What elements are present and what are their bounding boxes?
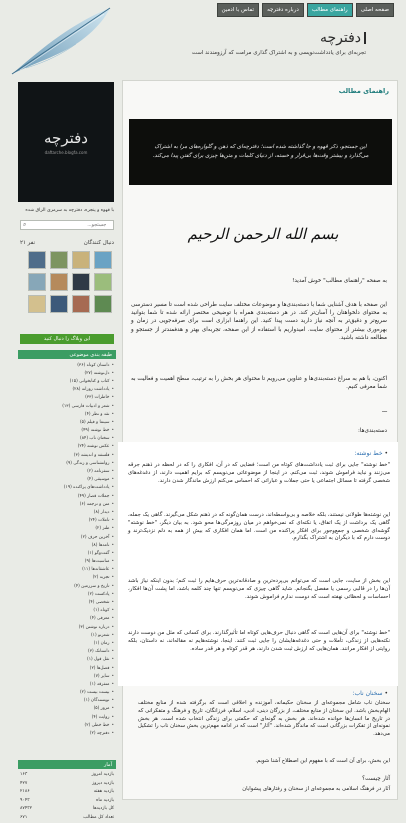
banner-image (129, 119, 392, 185)
category-link[interactable]: • سخنان ناب (۸۴) (20, 435, 114, 443)
stat-value: ۱۶۳ (20, 772, 27, 781)
tab-contact[interactable]: تماس با ادمین (217, 3, 260, 17)
category-link[interactable]: • نامه‌ها (۸) (20, 541, 114, 549)
avatar[interactable] (50, 273, 68, 291)
category-link[interactable]: • داستانک (۳) (20, 648, 114, 656)
section2-paragraph: این بخش، برای آن است که با مفهوم این اصطلاح آشنا شویم. (138, 758, 390, 766)
category-link[interactable]: • مرور (۵) (20, 705, 114, 713)
category-link[interactable]: • روانشناسی و زندگی (۹) (20, 459, 114, 467)
stats-header: آمار (18, 760, 116, 769)
category-link[interactable]: • طنز (۲) (20, 525, 114, 533)
category-link[interactable]: • فلسفه و اندیشه (۳) (20, 451, 114, 459)
bullet-icon: • (383, 450, 388, 457)
stat-value: ۸۷۴۳۲ (20, 806, 32, 815)
sidebar-intro: با قهوه و پنجره، دفترچه به سرمزی الزاق شده (20, 208, 114, 213)
bismillah-calligraphy: بسم الله الرحمن الرحیم (183, 209, 343, 259)
category-link[interactable]: • داستان کوتاه (۳۶) (20, 361, 114, 369)
page-title[interactable]: راهنمای مطالب (339, 87, 389, 95)
feather-logo-icon (6, 4, 116, 76)
category-link[interactable]: • تجربه (۲) (20, 574, 114, 582)
category-link[interactable]: • کتاب و کتابخوانی (۱۵) (20, 377, 114, 385)
section1-paragraph: "خط نوشته" برای آن‌هایی است که گاهی دنبال حرف‌هایی کوتاه اما تأثیرگذارند. برای کسانی که مثل من دوست دارند نکته‌هایی از زندگی، تأملات و حتی دغدغه‌هایشان را جایی ثبت کنند. اینجا، نوشته‌هایم نه مقاله‌اند، نه داستان، بلکه روایتی از افکار مرا‌نند. همان‌هایی که ارزش ثبت شدن دارند، هر قدر کوتاه و هر قدر ساده. (128, 630, 390, 653)
category-link[interactable]: • خط نوشته (۴۹) (20, 427, 114, 435)
category-link[interactable]: • آخرین حرف (۲) (20, 533, 114, 541)
category-link[interactable]: • شعرنو (۱) (20, 631, 114, 639)
followers-header (20, 238, 114, 248)
followers-label: دنبال کنندگان (84, 240, 114, 246)
tab-guide[interactable]: راهنمای مطالب (307, 3, 353, 17)
category-link[interactable]: • نقل قول (۱) (20, 656, 114, 664)
avatar[interactable] (28, 273, 46, 291)
banner-text: این جستجو، ذکر قهوه و جا گذاشته شده است؛ دفترچه‌ای که ذهن و گلواره‌های مرا به اشتراک می‌گذارد و بیشتر وقت‌ها بی‌قرار و خسته، از دنیای کلمات و متن‌ها چیزی برای گفتن پیدا می‌کند. (146, 143, 376, 161)
category-link[interactable]: • دفترچه (۲) (20, 729, 114, 737)
category-link[interactable]: • روایت (۴) (20, 713, 114, 721)
followers-grid (22, 251, 112, 313)
avatar[interactable] (28, 295, 46, 313)
category-link[interactable]: • نقد و نظر (۴) (20, 410, 114, 418)
category-link[interactable]: • تاملات (۲۴) (20, 517, 114, 525)
search-box[interactable] (20, 220, 114, 230)
category-link[interactable]: • متفرقه (۱) (20, 680, 114, 688)
category-link[interactable]: • دل‌نوشته (۲۷) (20, 369, 114, 377)
category-link[interactable]: • رمان (۱) (20, 639, 114, 647)
stat-label: بازدید ماه (96, 798, 114, 807)
avatar[interactable] (94, 295, 112, 313)
site-tagline: تجربه‌ای برای یادداشت‌نویسی و به اشتراک گذاری مرامت که آرزومندند است (192, 50, 366, 56)
category-link[interactable]: • مناسبت‌ها (۹) (20, 558, 114, 566)
category-link[interactable]: • گفت‌وگو (۱) (20, 549, 114, 557)
category-link[interactable]: • سینما و فیلم (۵) (20, 418, 114, 426)
section1-paragraph: "خط نوشته" جایی برای ثبت یادداشت‌های کوتاه من است؛ فضایی که در آن، افکاری را که در لحظه در ذهنم جرقه می‌زنند و نباید فراموش شوند، ثبت می‌کنم. در اینجا از موضوعاتی می‌نویسم که برایم اهمیت دارند، از دغدغه‌های شخصی گرفته تا مسائل اجتماعی یا حتی جملات و عباراتی که احساس می‌کنم ارزش ماندگار شدن دارند. (128, 462, 390, 485)
avatar[interactable] (72, 273, 90, 291)
category-link[interactable]: • خاطرات (۳۳) (20, 394, 114, 402)
section-title-text[interactable]: خط نوشته: (354, 450, 382, 457)
section3-paragraph: آثار در فرهنگ اسلامی به مجموعه‌ای از سخنان و رفتارهای پیشوایان (138, 786, 390, 794)
category-link[interactable]: • موسیقی (۴) (20, 476, 114, 484)
stat-label: بازدید هفته (94, 789, 114, 798)
stat-value: ۶۷۱ (20, 815, 27, 823)
category-link[interactable]: • عکس نوشته (۲۴) (20, 443, 114, 451)
followers-count: ۲۱ نفر (20, 240, 35, 246)
blog-logo: دفترچه (44, 129, 88, 147)
intro-paragraph: این صفحه با هدف آشنایی شما با دسته‌بندی‌ها و موضوعات مختلف سایت طراحی شده است تا مسیر دسترسی به محتوای دلخواهتان را آسان‌تر کند. در هر دسته‌بندی همراه با توضیحی مختصر ارائه شده تا شما بتوانید سریع‌تر و دقیق‌تر به آنچه نیاز دارید دست پیدا کنید. این راهنما ابزاری است برای صرفه‌جویی در زمان و بهره‌وری بیشتر از محتوای سایت. امیدواریم با استفاده از این صفحه، تجربه‌ای بهتر و هدفمندتر از جستجو و مطالعه داشته باشید. (131, 301, 387, 342)
category-link[interactable]: • عاشقانه‌ها (۱۱) (20, 566, 114, 574)
categories-header: طبقه بندی موضوعی (18, 350, 116, 359)
section2-paragraph: سخنان ناب شامل مجموعه‌ای از سخنان حکیمانه، آموزنده و اخلاقی است که برگرفته شده از منابع مختلف الهام‌بخش باشد. این سخنان از منابع مختلف، از بزرگان دینی، ادبی، اسلام، فرزانگان، تاریخ و فرهنگ و متفکرانی که در تاریخ ما انسان‌ها خوانده شده‌اند. هر بخش به گونه‌ای که حکمتی برای زندگی انتخاب شده است. هر بخش نمونه‌ای از تفکرات بزرگانی است که ماندگار شده‌اند. "آثار" است که در ادامه مهم‌ترین بخش سخنان ناب را تشکیل می‌دهد. (138, 700, 390, 739)
intro-paragraph-2: اکنون، با هم به سراغ دسته‌بندی‌ها و عناوین می‌رویم تا محتوای هر بخش را به ترتیب، سطح اهمیت و فعالیت به شما معرفی کنیم. (131, 375, 387, 391)
blog-logo-box (18, 82, 114, 202)
stat-row (20, 798, 114, 807)
category-link[interactable]: • یادداشت‌های پراکنده (۱۹) (20, 484, 114, 492)
highlighted-section (118, 442, 398, 686)
categories-list (20, 361, 114, 738)
stat-row (20, 806, 114, 815)
category-link[interactable]: • شخصی (۴) (20, 598, 114, 606)
avatar[interactable] (50, 295, 68, 313)
category-link[interactable]: • شعر و ادبیات فارسی (۱۳) (20, 402, 114, 410)
section1-paragraph: این بخش از سایت، جایی است که می‌توانم بی‌پرده‌ترین و صادقانه‌ترین حرف‌هایم را ثبت کنم؛ بدون اینکه نیاز باشد آن‌ها را در قالبی رسمی یا مفصل بگنجانم. شاید گاهی چیزی که می‌نویسم تنها چند کلمه باشد، اما پشت آن‌ها افکار، احساسات و لحظاتی نهفته است که دوست ندارم فراموش شوند. (128, 578, 390, 601)
stat-value: ۹۰۴۳ (20, 798, 30, 807)
follow-blog-button[interactable]: این وبلاگ را دنبال کنید (20, 334, 114, 344)
tab-about[interactable]: درباره دفترچه (262, 3, 304, 17)
stat-row (20, 772, 114, 781)
stat-value: ۴۲۷ (20, 781, 27, 790)
category-link[interactable]: • دیدار (۸) (20, 508, 114, 516)
top-nav (217, 3, 395, 17)
stat-row (20, 789, 114, 798)
tab-home[interactable]: صفحه اصلی (356, 3, 394, 17)
section-title-khat-neveshteh[interactable] (354, 450, 388, 457)
title-bar (364, 32, 366, 44)
avatar[interactable] (72, 251, 90, 269)
stat-label: تعداد کل مطالب (83, 815, 114, 823)
section3-heading: آثار چیست؟ (138, 776, 390, 784)
category-link[interactable]: • سایر (۷) (20, 672, 114, 680)
stat-label: کل بازدیدها (93, 806, 114, 815)
category-link[interactable]: • معرفی (۴) (20, 615, 114, 623)
category-link[interactable]: • نویسندگان (۱) (20, 697, 114, 705)
category-link[interactable]: • یادداشت روزانه (۲۸) (20, 386, 114, 394)
stat-row (20, 781, 114, 790)
site-title-text[interactable]: دفترچه (320, 30, 361, 46)
category-link[interactable]: • بیست بیست (۲) (20, 689, 114, 697)
section-title-sokhanan-nab[interactable]: • سخنان ناب: (353, 690, 388, 697)
category-link[interactable]: • جملات قصار (۴۹) (20, 492, 114, 500)
category-link[interactable]: • خط خطی (۲) (20, 721, 114, 729)
category-link[interactable]: • متن و ترجمه (۶) (20, 500, 114, 508)
welcome-text: به صفحه "راهنمای مطالب" خوش آمدید! (131, 277, 387, 285)
stat-label: بازدید دیروز (92, 781, 114, 790)
category-link[interactable]: • کوتاه (۱) (20, 607, 114, 615)
search-icon[interactable]: ⌕ (23, 221, 26, 229)
blog-logo-subtitle: daftarche.blogfa.com (45, 150, 88, 155)
site-title[interactable] (320, 30, 366, 46)
avatar[interactable] (94, 251, 112, 269)
categories-heading: دسته‌بندی‌ها: (131, 427, 387, 435)
category-link[interactable]: • فصل‌ها (۲) (20, 664, 114, 672)
divider: ـــ (131, 407, 387, 415)
category-link[interactable]: • سفرنامه (۲) (20, 467, 114, 475)
section1-paragraph: این نوشته‌ها طولانی نیستند، بلکه خلاصه و بی‌واسطه‌اند، درست همان‌گونه که در ذهنم شکل می‌گیرند. گاهی یک جمله، گاهی یک برداشت از یک اتفاق، یا نکته‌ای که نمی‌خواهم در میان روزمرگی‌ها محو شود. به بیان دیگر، "خط نوشته" گوشه‌ای شخصی و جمع‌وجور برای افکار پراکنده من است. اما همان افکاری که بیش از همه به دلم نزدیک‌ترند و دوست دارم که با دیگران به اشتراک بگذارم. (128, 512, 390, 543)
avatar[interactable] (94, 273, 112, 291)
stat-label: بازدید امروز (92, 772, 114, 781)
category-link[interactable]: • پادکست (۲) (20, 590, 114, 598)
avatar[interactable] (50, 251, 68, 269)
stat-value: ۲۱۸۶ (20, 789, 30, 798)
header (0, 0, 406, 78)
category-link[interactable]: • درباره نوشتن (۳) (20, 623, 114, 631)
search-input[interactable] (26, 222, 106, 228)
avatar[interactable] (72, 295, 90, 313)
stats-list (20, 772, 114, 823)
sidebar (14, 78, 118, 800)
avatar[interactable] (28, 251, 46, 269)
stat-row (20, 815, 114, 823)
category-link[interactable]: • تاریخ و سرزمین (۴) (20, 582, 114, 590)
